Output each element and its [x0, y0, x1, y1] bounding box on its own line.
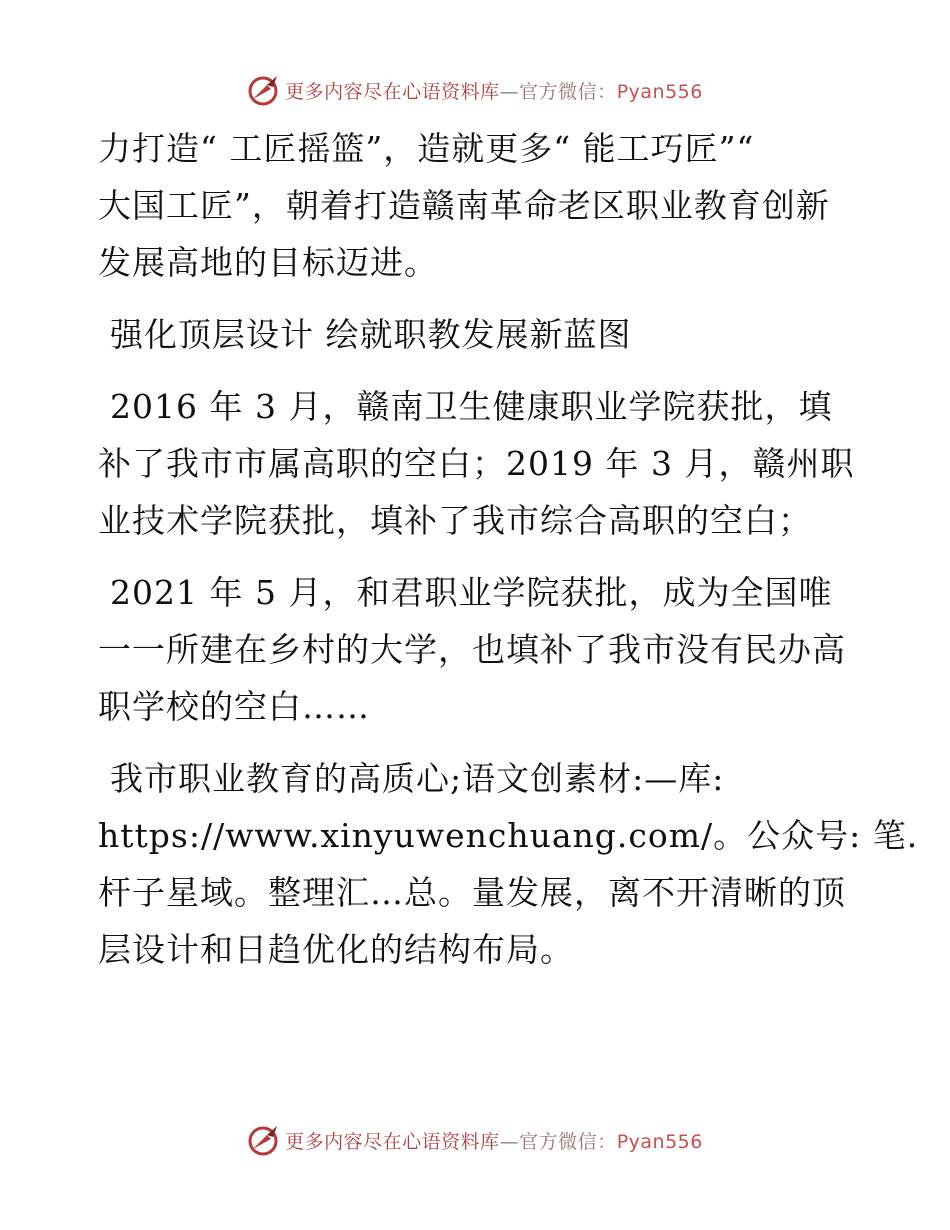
text-line: 职学校的空白…… — [98, 687, 370, 726]
text-line: 2016 年 3 月，赣南卫生健康职业学院获批，填 — [110, 387, 833, 426]
text-line: 杆子星域。整理汇…总。量发展，离不开清晰的顶 — [98, 873, 846, 912]
text-line: 2021 年 5 月，和君职业学院获批，成为全国唯 — [110, 573, 833, 612]
watermark-label: 官方微信： — [519, 1130, 617, 1153]
watermark-main: 更多内容尽在心语资料库 — [285, 80, 500, 103]
quill-logo-icon — [247, 1123, 281, 1157]
text-line: 我市职业教育的高质心;语文创素材:—库: — [110, 759, 725, 798]
watermark-separator: — — [499, 1130, 520, 1153]
text-line: 发展高地的目标迈进。 — [98, 243, 438, 282]
section-heading — [98, 306, 858, 363]
header-watermark — [0, 70, 950, 110]
watermark-wechat-id: Pyan556 — [616, 1130, 703, 1153]
text-line: 力打造“ 工匠摇篮”，造就更多“ 能工巧匠”“ — [98, 129, 755, 168]
watermark-separator: — — [499, 80, 520, 103]
document-body — [98, 120, 919, 993]
footer-watermark — [0, 1120, 950, 1160]
text-line: 业技术学院获批，填补了我市综合高职的空白； — [98, 501, 812, 540]
paragraph-3 — [98, 564, 858, 735]
url-text-line: https://www.xinyuwenchuang.com/。公众号: 笔. — [98, 816, 919, 855]
watermark-main: 更多内容尽在心语资料库 — [285, 1130, 500, 1153]
watermark-text — [285, 1127, 703, 1154]
text-line: 大国工匠”，朝着打造赣南革命老区职业教育创新 — [98, 186, 830, 225]
quill-logo-icon — [247, 73, 281, 107]
paragraph-2 — [98, 378, 858, 549]
text-line: 补了我市市属高职的空白；2019 年 3 月，赣州职 — [98, 444, 855, 483]
watermark-wechat-id: Pyan556 — [616, 80, 703, 103]
text-line: 层设计和日趋优化的结构布局。 — [98, 930, 574, 969]
text-line: 一一所建在乡村的大学，也填补了我市没有民办高 — [98, 630, 846, 669]
paragraph-4 — [98, 750, 919, 978]
watermark-label: 官方微信： — [519, 80, 617, 103]
paragraph-1 — [98, 120, 858, 291]
heading-text: 强化顶层设计 绘就职教发展新蓝图 — [110, 315, 632, 354]
watermark-text — [285, 77, 703, 104]
